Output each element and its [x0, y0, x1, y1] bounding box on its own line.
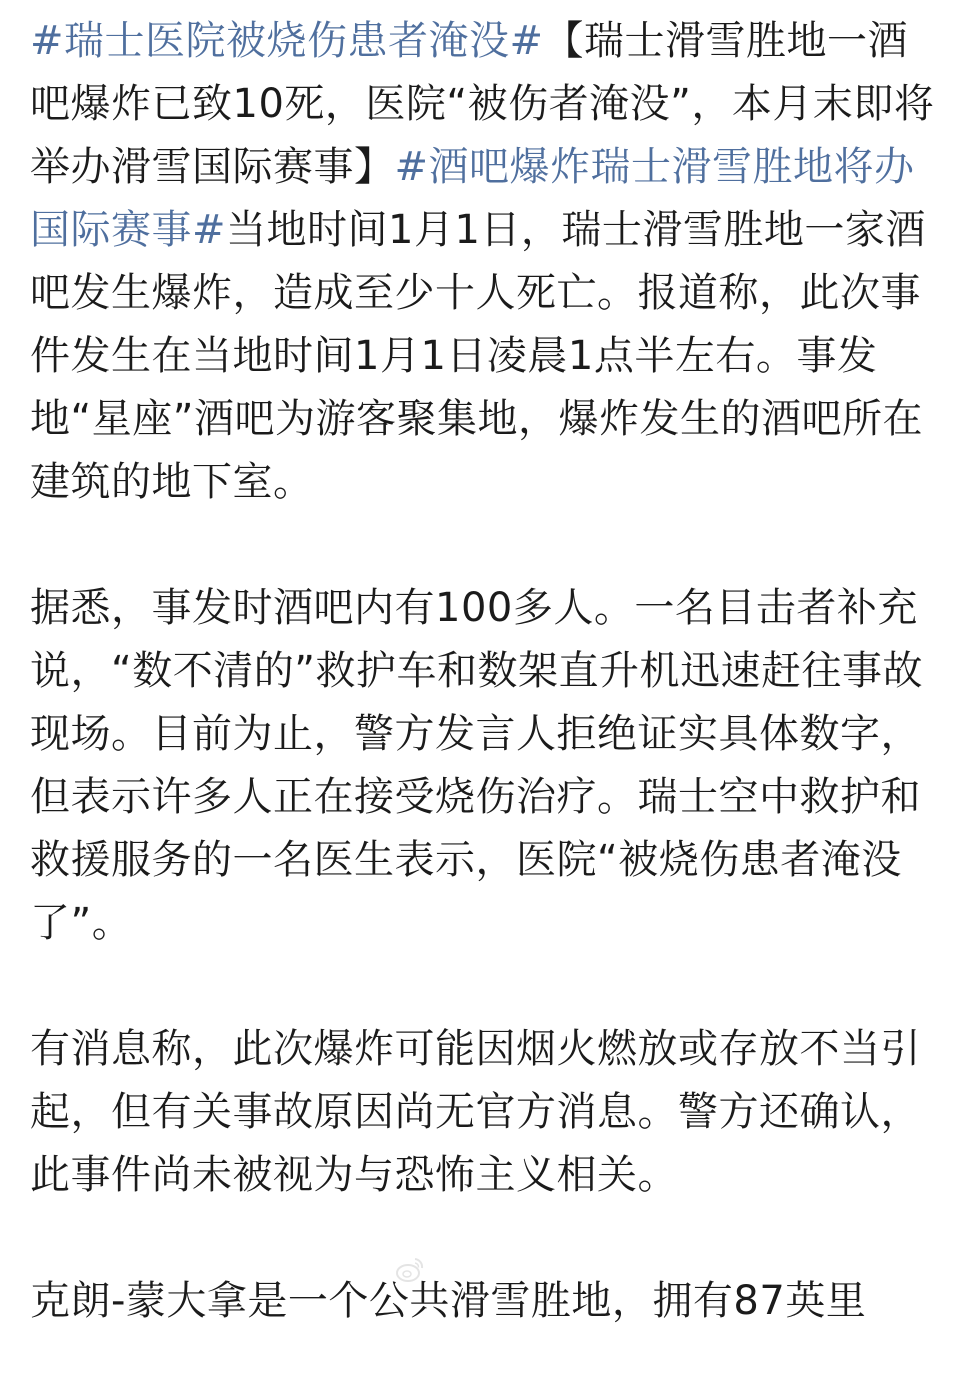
paragraph-text: 有消息称，此次爆炸可能因烟火燃放或存放不当引起，但有关事故原因尚无官方消息。警方还确认，此事件尚未被视为与恐怖主义相关。	[30, 1026, 921, 1198]
hashtag-link[interactable]: #酒吧爆炸瑞士滑雪胜地将办国际赛事#	[30, 144, 915, 253]
article-body	[30, 10, 945, 1396]
article-paragraph-1	[30, 10, 945, 514]
headline-text: 【瑞士滑雪胜地一酒吧爆炸已致10死，医院“被伤者淹没”，本月末即将举办滑雪国际赛事】	[30, 18, 935, 190]
paragraph-text: 当地时间1月1日，瑞士滑雪胜地一家酒吧发生爆炸，造成至少十人死亡。报道称，此次事件发生在当地时间1月1日凌晨1点半左右。事发地“星座”酒吧为游客聚集地，爆炸发生的酒吧所在建筑的地下室。	[30, 207, 926, 505]
hashtag-link[interactable]: #瑞士医院被烧伤患者淹没#	[30, 18, 544, 64]
article-paragraph-4	[30, 1270, 945, 1333]
article-paragraph-2	[30, 577, 945, 955]
paragraph-text: 据悉，事发时酒吧内有100多人。一名目击者补充说，“数不清的”救护车和数架直升机迅速赶往事故现场。目前为止，警方发言人拒绝证实具体数字，但表示许多人正在接受烧伤治疗。瑞士空中救护和救援服务的一名医生表示，医院“被烧伤患者淹没了”。	[30, 585, 923, 946]
article-paragraph-3	[30, 1018, 945, 1207]
weibo-logo-icon	[395, 1255, 425, 1285]
weibo-watermark	[395, 1252, 431, 1288]
paragraph-text: 克朗-蒙大拿是一个公共滑雪胜地，拥有87英里	[30, 1278, 867, 1324]
